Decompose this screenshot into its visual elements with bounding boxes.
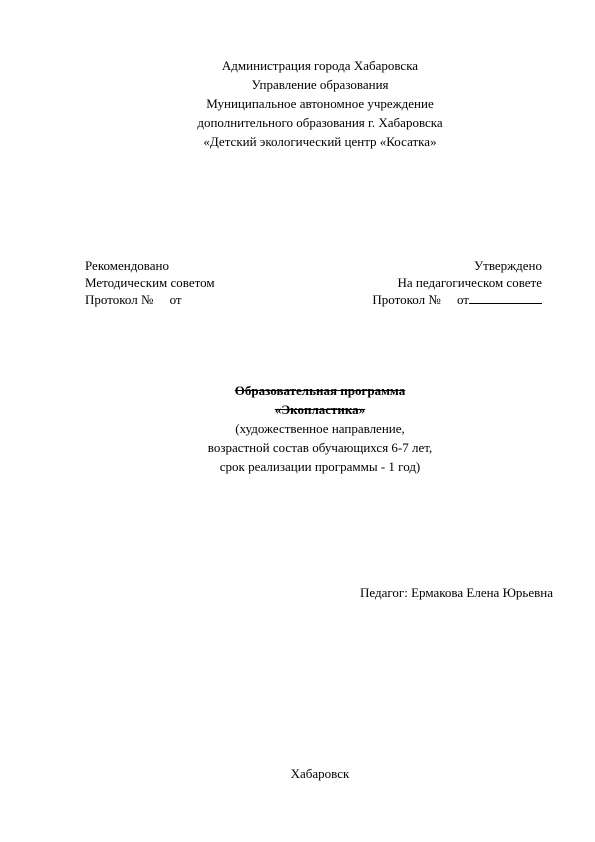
- program-title: Образовательная программа: [234, 383, 406, 398]
- program-age: возрастной состав обучающихся 6-7 лет,: [207, 440, 433, 455]
- pedagogical-council-label: На педагогическом совете: [397, 275, 542, 290]
- program-term: срок реализации программы - 1 год): [219, 459, 421, 474]
- institution-type-line: Муниципальное автономное учреждение: [206, 96, 434, 111]
- protocol-date-underline: [469, 291, 542, 304]
- program-name: «Экопластика»: [274, 402, 366, 417]
- program-block: [0, 381, 595, 476]
- program-direction: (художественное направление,: [235, 421, 405, 436]
- recommended-label: Рекомендовано: [85, 258, 169, 273]
- approved-block: [372, 257, 542, 308]
- protocol-left-label: Протокол № от: [85, 292, 182, 307]
- protocol-right-row: [372, 291, 542, 308]
- teacher-name: Педагог: Ермакова Елена Юрьевна: [360, 585, 553, 600]
- approved-label: Утверждено: [473, 258, 542, 273]
- administration-line: Администрация города Хабаровска: [221, 58, 419, 73]
- department-line: Управление образования: [251, 77, 389, 92]
- city-name: Хабаровск: [290, 766, 350, 781]
- institution-header: [0, 56, 595, 151]
- institution-name-line: «Детский экологический центр «Косатка»: [203, 134, 437, 149]
- institution-education-line: дополнительного образования г. Хабаровска: [197, 115, 443, 130]
- recommended-block: [85, 257, 215, 308]
- protocol-right-label: Протокол № от: [372, 292, 469, 307]
- methodical-council-label: Методическим советом: [85, 275, 215, 290]
